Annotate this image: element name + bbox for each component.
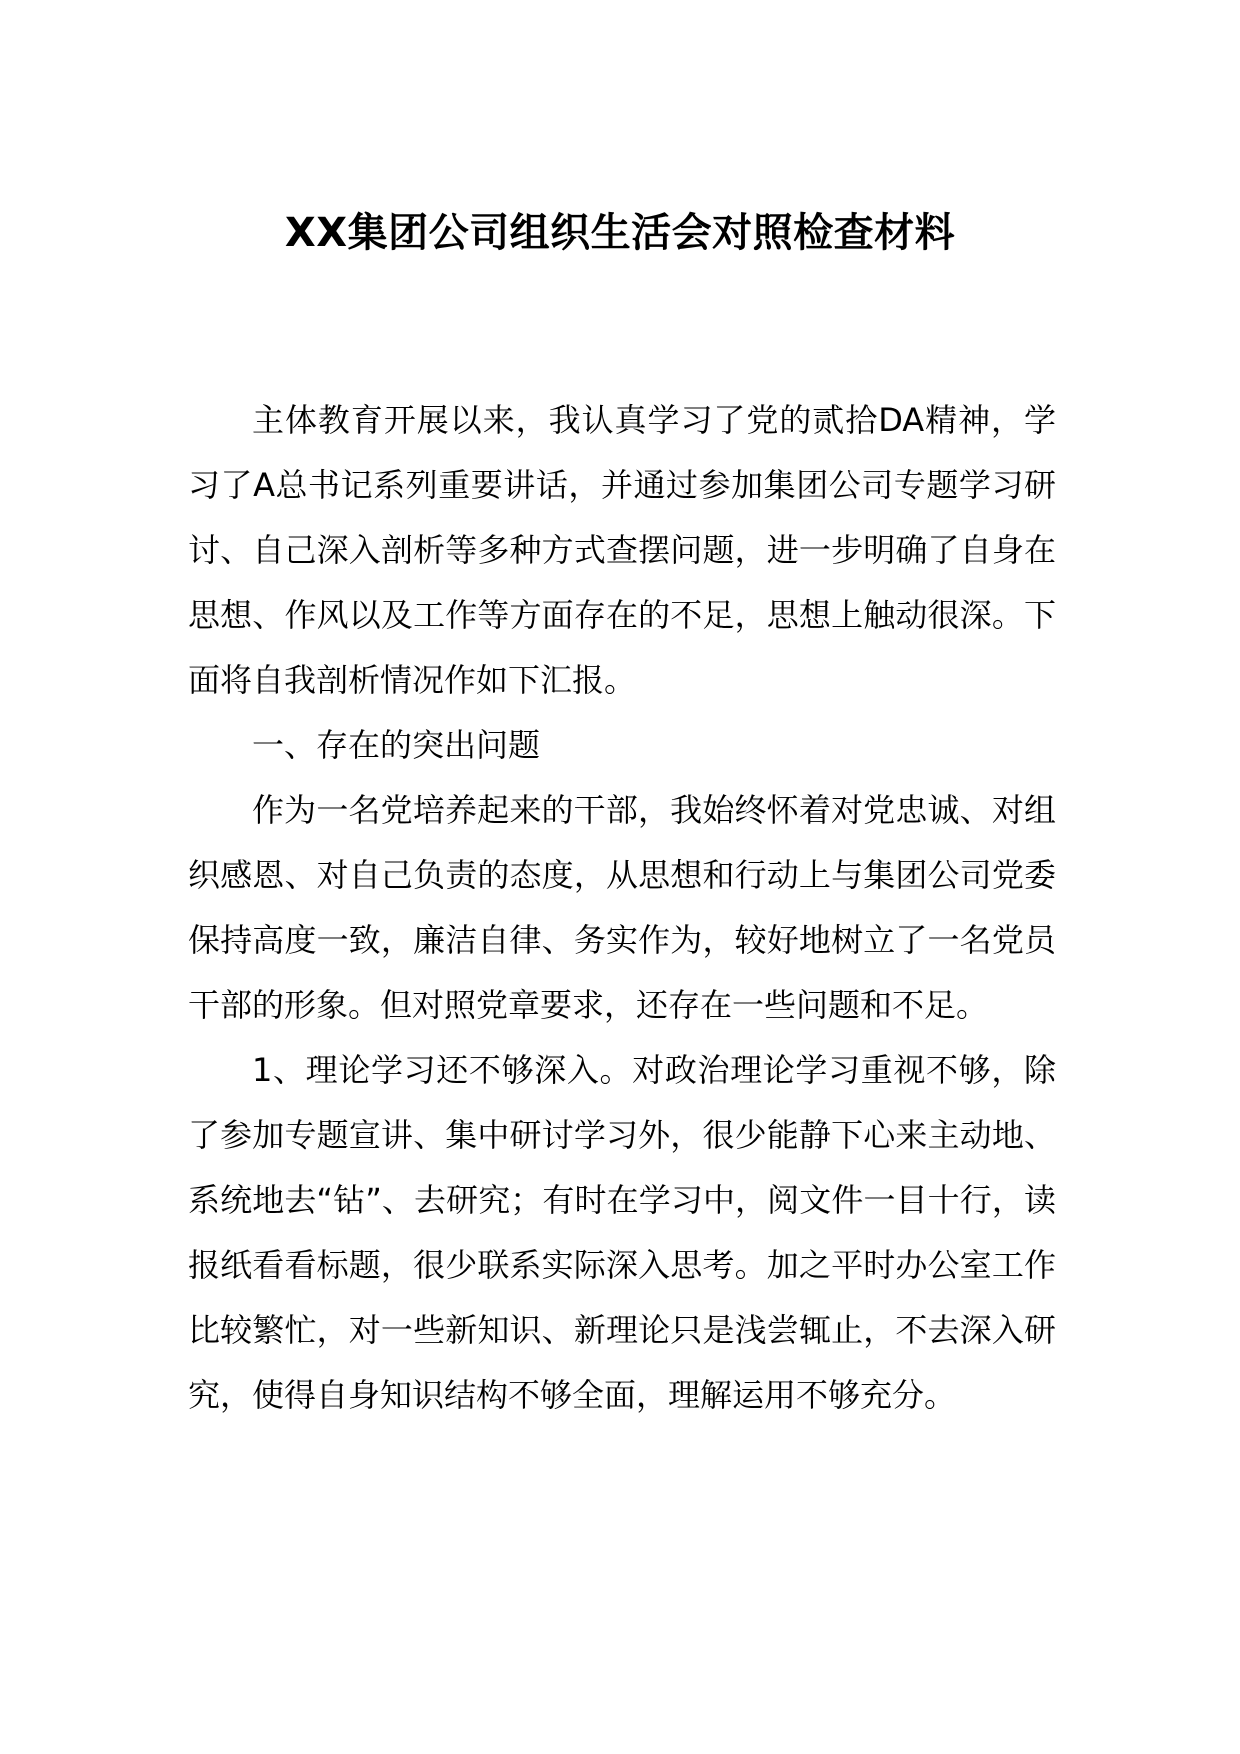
document-body [188,388,1056,1428]
section-intro-paragraph: 作为一名党培养起来的干部，我始终怀着对党忠诚、对组织感恩、对自己负责的态度，从思想和行动上与集团公司党委保持高度一致，廉洁自律、务实作为，较好地树立了一名党员干部的形象。但对照党章要求，还存在一些问题和不足。 [188,791,1056,1024]
intro-paragraph: 主体教育开展以来，我认真学习了党的贰拾DA精神，学习了A总书记系列重要讲话，并通过参加集团公司专题学习研讨、自己深入剖析等多种方式查摆问题，进一步明确了自身在思想、作风以及工作等方面存在的不足，思想上触动很深。下面将自我剖析情况作如下汇报。 [188,401,1056,699]
point-one-paragraph: 1、理论学习还不够深入。对政治理论学习重视不够，除了参加专题宣讲、集中研讨学习外，很少能静下心来主动地、系统地去“钻”、去研究；有时在学习中，阅文件一目十行，读报纸看看标题，很少联系实际深入思考。加之平时办公室工作比较繁忙，对一些新知识、新理论只是浅尝辄止，不去深入研究，使得自身知识结构不够全面，理解运用不够充分。 [188,1051,1056,1414]
document-title: XX集团公司组织生活会对照检查材料 [284,210,956,256]
section-heading-problems: 一、存在的突出问题 [252,726,541,764]
